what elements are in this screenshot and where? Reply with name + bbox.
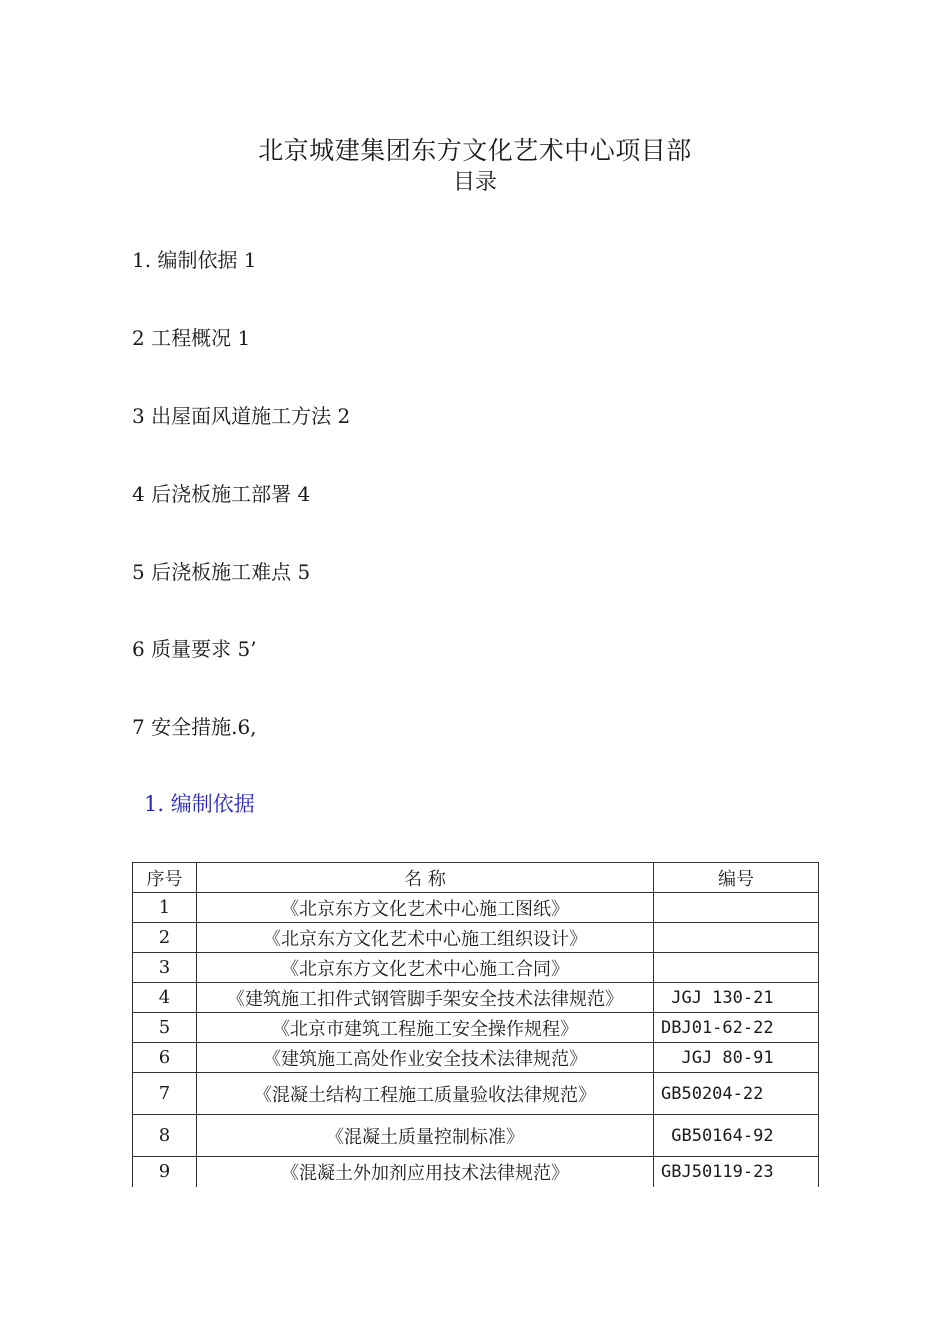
row-code	[654, 923, 819, 953]
table-row	[133, 1115, 819, 1157]
row-no: 1	[133, 893, 197, 923]
row-no: 9	[133, 1157, 197, 1187]
reference-table	[132, 862, 819, 1187]
page-header	[0, 134, 950, 198]
row-name: 《北京东方文化艺术中心施工图纸》	[197, 893, 654, 923]
row-no: 6	[133, 1043, 197, 1073]
page-subtitle: 目录	[452, 170, 497, 195]
toc-item-5[interactable]: 5 后浇板施工难点 5	[132, 560, 311, 584]
table-row	[133, 1043, 819, 1073]
table-header-row	[133, 863, 819, 893]
row-name: 《北京市建筑工程施工安全操作规程》	[197, 1013, 654, 1043]
header-no: 序号	[133, 863, 197, 893]
toc-item-6[interactable]: 6 质量要求 5’	[132, 637, 257, 661]
toc-item-7[interactable]: 7 安全措施.6,	[132, 715, 257, 739]
row-code: JGJ 130-21	[654, 983, 819, 1013]
row-name: 《混凝土外加剂应用技术法律规范》	[197, 1157, 654, 1187]
table-row	[133, 1073, 819, 1115]
table-row	[133, 1013, 819, 1043]
row-name: 《混凝土结构工程施工质量验收法律规范》	[197, 1073, 654, 1115]
header-name: 名 称	[197, 863, 654, 893]
header-code: 编号	[654, 863, 819, 893]
row-code: JGJ 80-91	[654, 1043, 819, 1073]
row-no: 2	[133, 923, 197, 953]
toc-item-2[interactable]: 2 工程概况 1	[132, 326, 251, 350]
row-name: 《建筑施工高处作业安全技术法律规范》	[197, 1043, 654, 1073]
row-code: GB50164-92	[654, 1115, 819, 1157]
toc-item-3[interactable]: 3 出屋面风道施工方法 2	[132, 404, 351, 428]
row-code: GB50204-22	[654, 1073, 819, 1115]
row-no: 4	[133, 983, 197, 1013]
row-code: DBJ01-62-22	[654, 1013, 819, 1043]
toc-item-4[interactable]: 4 后浇板施工部署 4	[132, 482, 311, 506]
row-no: 7	[133, 1073, 197, 1115]
table-row	[133, 983, 819, 1013]
row-code	[654, 953, 819, 983]
table-row	[133, 953, 819, 983]
row-no: 3	[133, 953, 197, 983]
table-row	[133, 1157, 819, 1187]
row-no: 5	[133, 1013, 197, 1043]
row-no: 8	[133, 1115, 197, 1157]
toc-item-1[interactable]: 1. 编制依据 1	[132, 248, 257, 272]
page-title: 北京城建集团东方文化艺术中心项目部	[258, 136, 692, 165]
row-code: GBJ50119-23	[654, 1157, 819, 1187]
row-name: 《混凝土质量控制标准》	[197, 1115, 654, 1157]
row-name: 《北京东方文化艺术中心施工合同》	[197, 953, 654, 983]
row-code	[654, 893, 819, 923]
row-name: 《建筑施工扣件式钢管脚手架安全技术法律规范》	[197, 983, 654, 1013]
table-row	[133, 923, 819, 953]
row-name: 《北京东方文化艺术中心施工组织设计》	[197, 923, 654, 953]
section-heading: 1. 编制依据	[144, 792, 255, 816]
table-row	[133, 893, 819, 923]
